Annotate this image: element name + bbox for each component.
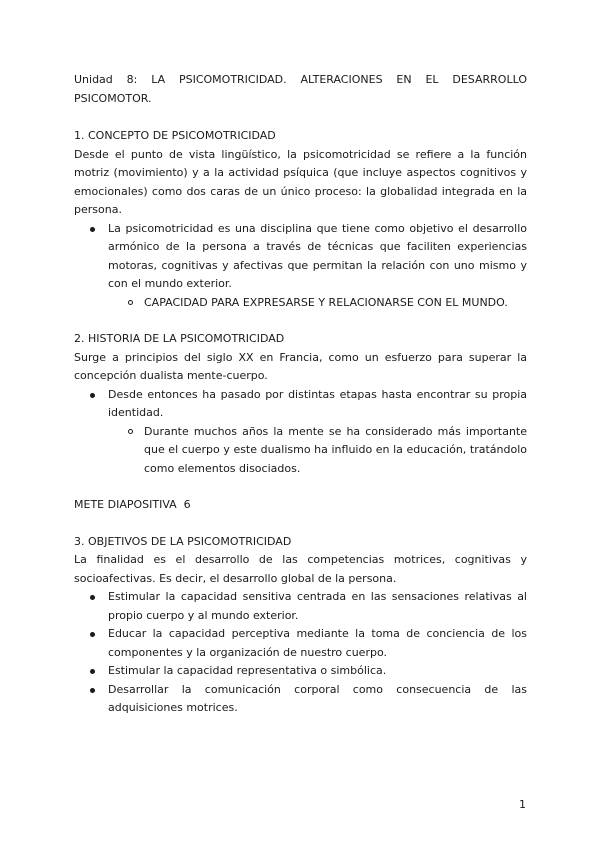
bullet-circle-icon [128,300,133,305]
sub-list-item: CAPACIDAD PARA EXPRESARSE Y RELACIONARSE CON EL MUNDO. [74,294,527,313]
slide-note: METE DIAPOSITIVA 6 [74,498,191,511]
bullet-list [74,588,527,718]
section-paragraph: Desde el punto de vista lingüístico, la psicomotricidad se refiere a la función motriz (movimiento) y a la actividad psíquica (que incluye aspectos cognitivos y emocionales) como dos caras de un único proceso: la globalidad integrada en la persona. [74,147,527,216]
bullet-dot-icon [90,227,95,232]
page-number: 1 [519,798,526,811]
list-item: Desde entonces ha pasado por distintas etapas hasta encontrar su propia identidad. [74,386,527,423]
list-item: Estimular la capacidad representativa o simbólica. [74,662,527,681]
section-objetivos [74,533,527,718]
list-item: Educar la capacidad perceptiva mediante la toma de conciencia de los componentes y la organización de nuestro cuerpo. [74,625,527,662]
bullet-dot-icon [90,595,95,600]
section-heading: 3. OBJETIVOS DE LA PSICOMOTRICIDAD [74,534,292,548]
bullet-dot-icon [90,669,95,674]
document-page [74,71,527,736]
section-heading: 1. CONCEPTO DE PSICOMOTRICIDAD [74,129,276,142]
list-item: La psicomotricidad es una disciplina que tiene como objetivo el desarrollo armónico de la persona a través de técnicas que faciliten experiencias motoras, cognitivas y afectivas que permitan la relación con uno mismo y con el mundo exterior. [74,220,527,294]
bullet-dot-icon [90,632,95,637]
section-concepto [74,127,527,312]
section-paragraph: Surge a principios del siglo XX en Francia, como un esfuerzo para superar la concepción dualista mente-cuerpo. [74,350,527,382]
sub-list-item: Durante muchos años la mente se ha considerado más importante que el cuerpo y este dualismo ha influido en la educación, tratándolo como elementos disociados. [74,423,527,479]
bullet-dot-icon [90,393,95,398]
bullet-dot-icon [90,688,95,693]
bullet-circle-icon [128,429,133,434]
bullet-list [74,220,527,313]
bullet-list [74,386,527,479]
section-heading: 2. HISTORIA DE LA PSICOMOTRICIDAD [74,332,285,345]
list-item: Estimular la capacidad sensitiva centrada en las sensaciones relativas al propio cuerpo y al mundo exterior. [74,588,527,625]
section-paragraph: La finalidad es el desarrollo de las competencias motrices, cognitivas y socioafectivas. Es decir, el desarrollo global de la persona. [74,553,527,585]
document-title: Unidad 8: LA PSICOMOTRICIDAD. ALTERACIONES EN EL DESARROLLO PSICOMOTOR. [74,73,527,105]
section-historia [74,330,527,478]
list-item: Desarrollar la comunicación corporal como consecuencia de las adquisiciones motrices. [74,681,527,718]
